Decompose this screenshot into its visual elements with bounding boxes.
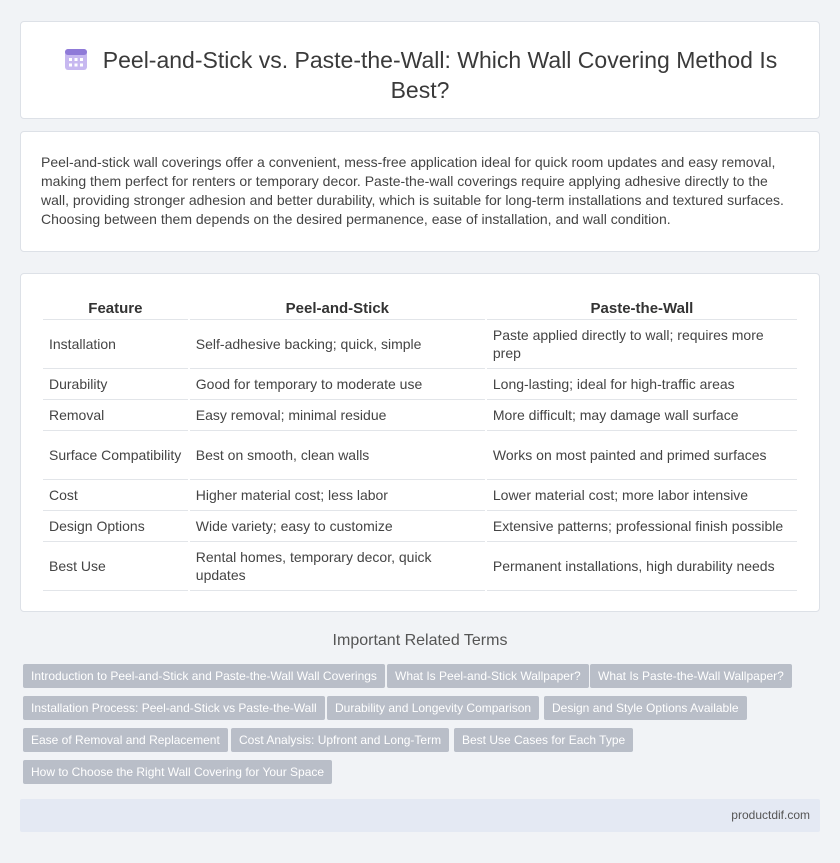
feature-cell: Surface Compatibility: [43, 431, 188, 480]
peel-cell: Rental homes, temporary decor, quick updates: [190, 542, 485, 591]
peel-cell: Self-adhesive backing; quick, simple: [190, 320, 485, 369]
paste-cell: Works on most painted and primed surfaces: [487, 431, 797, 480]
paste-cell: More difficult; may damage wall surface: [487, 400, 797, 431]
table-header-row: [43, 296, 797, 320]
related-tag[interactable]: Design and Style Options Available: [544, 696, 747, 720]
footer-site[interactable]: productdif.com: [731, 808, 810, 822]
peel-cell: Wide variety; easy to customize: [190, 511, 485, 542]
page-title-row: [21, 45, 819, 105]
intro-paragraph: Peel-and-stick wall coverings offer a convenient, mess-free application ideal for quick room updates and easy removal, making them perfect for renters or temporary decor. Paste-the-wall coverings require applying adhesive directly to the wall, providing stronger adhesion and better durability, which is suitable for long-term installations and textured surfaces. Choosing between them depends on the desired permanence, ease of installation, and wall condition.: [41, 154, 784, 227]
table-row: [43, 369, 797, 400]
feature-cell: Removal: [43, 400, 188, 431]
feature-cell: Durability: [43, 369, 188, 400]
comparison-card: [20, 273, 820, 612]
related-tag[interactable]: Durability and Longevity Comparison: [327, 696, 539, 720]
related-tag[interactable]: Introduction to Peel-and-Stick and Paste-the-Wall Wall Coverings: [23, 664, 385, 688]
paste-cell: Permanent installations, high durability needs: [487, 542, 797, 591]
table-row: [43, 431, 797, 480]
feature-cell: Best Use: [43, 542, 188, 591]
header-peel-and-stick: Peel-and-Stick: [190, 296, 485, 320]
related-tag[interactable]: Best Use Cases for Each Type: [454, 728, 633, 752]
related-tag[interactable]: Installation Process: Peel-and-Stick vs Paste-the-Wall: [23, 696, 325, 720]
feature-cell: Design Options: [43, 511, 188, 542]
feature-cell: Installation: [43, 320, 188, 369]
related-terms-title: Important Related Terms: [332, 632, 508, 649]
peel-cell: Higher material cost; less labor: [190, 480, 485, 511]
table-row: [43, 320, 797, 369]
intro-card: [20, 131, 820, 252]
feature-cell: Cost: [43, 480, 188, 511]
table-row: [43, 542, 797, 591]
related-tag[interactable]: What Is Paste-the-Wall Wallpaper?: [590, 664, 792, 688]
table-row: [43, 480, 797, 511]
table-row: [43, 511, 797, 542]
table-row: [43, 400, 797, 431]
footer-bar: [20, 799, 820, 832]
header-card: [20, 21, 820, 119]
peel-cell: Best on smooth, clean walls: [190, 431, 485, 480]
header-paste-the-wall: Paste-the-Wall: [487, 296, 797, 320]
related-tag[interactable]: Ease of Removal and Replacement: [23, 728, 228, 752]
page-title: Peel-and-Stick vs. Paste-the-Wall: Which Wall Covering Method Is Best?: [102, 47, 778, 103]
peel-cell: Good for temporary to moderate use: [190, 369, 485, 400]
paste-cell: Paste applied directly to wall; requires more prep: [487, 320, 797, 369]
calendar-grid-icon: [63, 46, 89, 72]
peel-cell: Easy removal; minimal residue: [190, 400, 485, 431]
header-feature: Feature: [43, 296, 188, 320]
comparison-table: [41, 296, 799, 591]
paste-cell: Long-lasting; ideal for high-traffic areas: [487, 369, 797, 400]
paste-cell: Extensive patterns; professional finish possible: [487, 511, 797, 542]
related-tag[interactable]: What Is Peel-and-Stick Wallpaper?: [387, 664, 589, 688]
paste-cell: Lower material cost; more labor intensive: [487, 480, 797, 511]
related-tag[interactable]: How to Choose the Right Wall Covering for Your Space: [23, 760, 332, 784]
related-tag[interactable]: Cost Analysis: Upfront and Long-Term: [231, 728, 449, 752]
